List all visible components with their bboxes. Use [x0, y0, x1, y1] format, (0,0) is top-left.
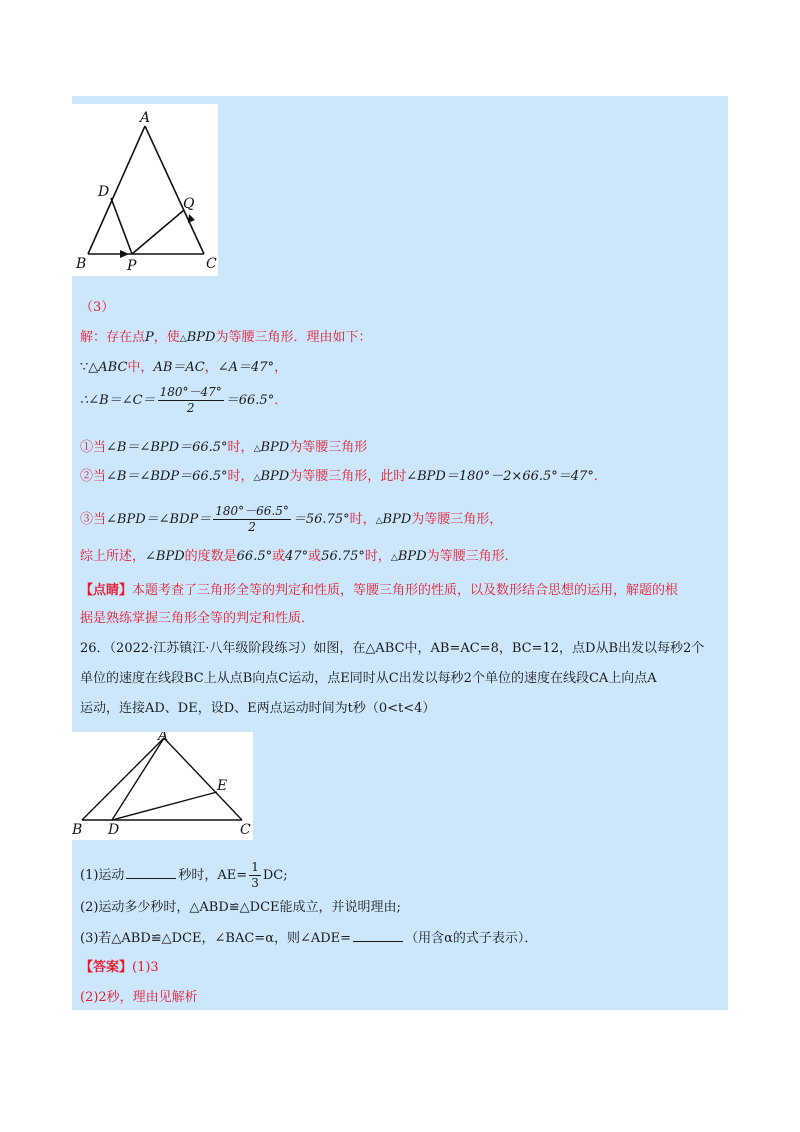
comment-line-2: 据是熟练掌握三角形全等的判定和性质． — [80, 611, 315, 626]
label-B: B — [76, 256, 87, 272]
part3-solution-intro: 解：存在点P，使△BPD为等腰三角形．理由如下： — [80, 330, 372, 345]
problem26-line-2: 单位的速度在线段BC上从点B向点C运动，点E同时从C出发以每秒2个单位的速度在线段CA上向点A — [80, 671, 657, 686]
part3-therefore-line: ∴∠B＝∠C＝ $\frac{180^\circ-47^\circ}{2}$ ＝66.5°． — [80, 385, 288, 415]
label-B-2: B — [72, 822, 83, 838]
label-A-2: A — [158, 732, 169, 744]
part3-case-2: ②当∠B＝∠BDP＝66.5°时，△BPD为等腰三角形，此时∠BPD＝180°－2×66.5°＝47°． — [80, 469, 607, 484]
problem26-line-1: 26．（2022·江苏镇江·八年级阶段练习）如图，在△ABC中，AB=AC=8，BC=12，点D从B出发以每秒2个 — [80, 641, 705, 656]
part3-summary: 综上所述，∠BPD的度数是66.5°或47°或56.75°时，△BPD为等腰三角形． — [80, 549, 518, 564]
answer-tag: 【答案】 — [80, 960, 133, 975]
question-3: (3)若△ABD≌△DCE，∠BAC=α，则∠ADE= （用含α的式子表示）． — [80, 931, 538, 946]
question-2: (2)运动多少秒时，△ABD≌△DCE能成立，并说明理由; — [80, 900, 401, 915]
segment-DP — [111, 198, 132, 254]
fraction-one-third: $\frac{1}{3}$ — [251, 860, 259, 890]
answer-blank-3[interactable] — [353, 929, 403, 942]
answer-line-2: (2)2秒，理由见解析 — [80, 990, 198, 1005]
triangle-figure-1-svg — [72, 104, 218, 276]
comment-tag: 【点睛】 — [80, 583, 133, 598]
segment-AB — [88, 126, 145, 254]
answer-blank-1[interactable] — [126, 866, 176, 879]
arrow-icon-cq — [188, 214, 195, 223]
fraction-case-3: $\frac{180^\circ-66.5^\circ}{2}$ — [215, 504, 289, 534]
segment-AB-2 — [82, 738, 164, 820]
answer-line-1: 【答案】(1)3 — [80, 960, 159, 975]
solution-panel — [72, 96, 728, 1010]
part3-case-1: ①当∠B＝∠BPD＝66.5°时，△BPD为等腰三角形 — [80, 440, 368, 455]
triangle-figure-2 — [72, 732, 253, 840]
label-C: C — [206, 256, 217, 272]
triangle-figure-2-svg — [72, 732, 253, 840]
arrow-icon-bp — [120, 250, 129, 258]
part3-case-3: ③当∠BPD＝∠BDP＝ $\frac{180^\circ-66.5^\circ}{2}$ ＝56.75°时，△BPD为等腰三角形， — [80, 504, 503, 534]
question-1: (1)运动 秒时，AE= $\frac{1}{3}$ DC; — [80, 860, 288, 890]
triangle-figure-1 — [72, 104, 218, 276]
fraction-angle-b: $\frac{180^\circ-47^\circ}{2}$ — [159, 385, 222, 415]
segment-PQ — [132, 210, 184, 254]
label-P: P — [127, 258, 137, 274]
label-Q: Q — [183, 196, 195, 212]
comment-line-1: 【点睛】本题考查了三角形全等的判定和性质，等腰三角形的性质，以及数形结合思想的运用，解题的根 — [80, 583, 679, 598]
part3-because-line: ∵△ABC中，AB＝AC，∠A＝47°， — [80, 360, 288, 375]
label-E-2: E — [217, 778, 228, 794]
problem26-line-3: 运动，连接AD、DE，设D、E两点运动时间为t秒（0<t<4） — [80, 701, 436, 716]
label-A: A — [140, 110, 151, 126]
label-D: D — [98, 184, 110, 200]
label-C-2: C — [240, 822, 251, 838]
segment-AC-2 — [164, 738, 242, 820]
part3-heading: （3） — [80, 300, 115, 315]
label-D-2: D — [108, 822, 120, 838]
